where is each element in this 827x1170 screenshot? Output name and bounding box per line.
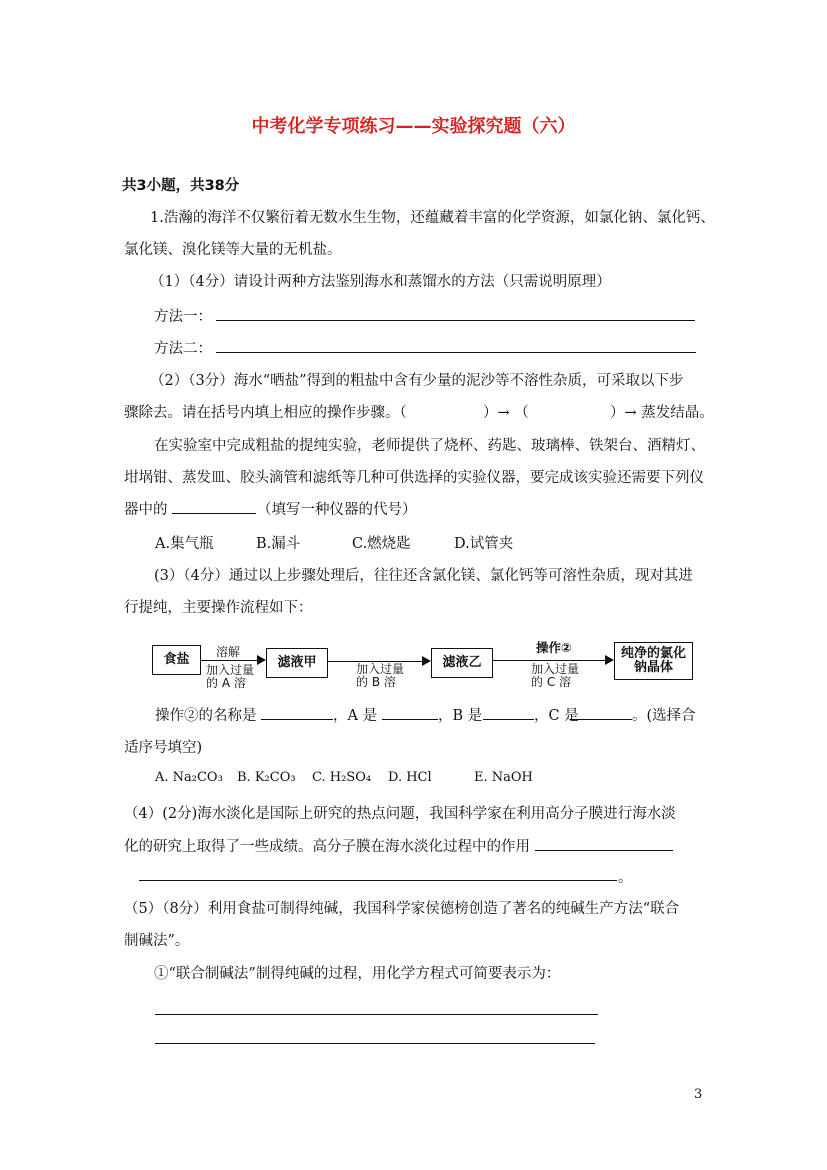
flow-label-c-2: 的 C 溶 — [531, 675, 572, 689]
membrane-answer-line-1[interactable] — [535, 850, 673, 851]
option-b: B.漏斗 — [256, 536, 301, 552]
reagent-e: E. NaOH — [474, 770, 533, 785]
q1-part2-line2a: 骤除去。请在括号内填上相应的操作步骤。（ — [124, 405, 407, 421]
q1-part3-fill-d: ，C 是 — [534, 708, 579, 724]
option-c: C.燃烧匙 — [352, 536, 411, 552]
flow-arrow-1 — [200, 660, 257, 661]
q1-part2-line2b: ）→ （ — [483, 405, 529, 421]
q1-part3-fill-a: 操作②的名称是 — [155, 708, 257, 724]
q1-part4-line1: （4）(2分)海水淡化是国际上研究的热点问题，我国科学家在利用高分子膜进行海水淡 — [124, 806, 676, 822]
q1-part3-fill-e: 。(选择合 — [632, 708, 696, 724]
option-a: A.集气瓶 — [155, 536, 214, 552]
c-answer-line[interactable] — [570, 719, 632, 720]
instrument-answer-line[interactable] — [172, 513, 256, 514]
a-answer-line[interactable] — [382, 719, 438, 720]
q1-part3-fill-b: ，A 是 — [333, 708, 378, 724]
q1-part5-line3: ①“联合制碱法”制得纯碱的过程，用化学方程式可简要表示为： — [154, 966, 561, 982]
flow-box-filtrate-a: 滤液甲 — [266, 648, 328, 678]
flow-label-c-1: 加入过量 — [531, 662, 580, 676]
q1-part2-line2c: ）→ 蒸发结晶。 — [610, 405, 714, 421]
q1-part5-line2: 制碱法”。 — [124, 933, 190, 949]
reagent-c: C. H₂SO₄ — [312, 770, 372, 785]
reagent-b: B. K₂CO₃ — [237, 770, 296, 785]
equation-answer-line-2[interactable] — [155, 1043, 595, 1044]
membrane-answer-line-2[interactable] — [139, 880, 617, 881]
page-title: 中考化学专项练习——实验探究题（六） — [251, 116, 576, 137]
flow-label-a-1: 加入过量 — [206, 663, 255, 677]
flow-label-b-2: 的 B 溶 — [356, 675, 396, 689]
q1-part3-fill-c: ，B 是 — [438, 708, 483, 724]
method1-answer-line[interactable] — [216, 320, 695, 321]
method1-label: 方法一： — [154, 309, 212, 325]
op2-answer-line[interactable] — [261, 719, 333, 720]
q1-part2-line5b: （填写一种仪器的代号） — [257, 502, 417, 518]
q1-part3-line1: (3）（4分）通过以上步骤处理后，往往还含氯化镁、氯化钙等可溶性杂质，现对其进 — [154, 568, 693, 584]
reagent-a: A. Na₂CO₃ — [155, 770, 223, 785]
q1-part4-line2: 化的研究上取得了一些成绩。高分子膜在海水淡化过程中的作用 — [124, 839, 530, 855]
flow-arrowhead-3 — [605, 655, 614, 665]
flow-label-b-1: 加入过量 — [356, 662, 405, 676]
q1-part3-line2: 行提纯，主要操作流程如下： — [124, 600, 313, 616]
summary: 共3小题，共38分 — [122, 178, 240, 194]
flow-arrowhead-1 — [257, 655, 266, 665]
flow-label-dissolve: 溶解 — [216, 645, 241, 659]
method2-label: 方法二： — [154, 341, 212, 357]
flow-label-a-2: 的 A 溶 — [206, 676, 246, 690]
b-answer-line[interactable] — [483, 719, 534, 720]
q1-part1: （1）（4分）请设计两种方法鉴别海水和蒸馏水的方法（只需说明原理） — [150, 274, 611, 290]
q1-part4-end: 。 — [618, 870, 633, 886]
q1-part2-line4: 坩埚钳、蒸发皿、胶头滴管和滤纸等几种可供选择的实验仪器，要完成该实验还需要下列仪 — [124, 470, 704, 486]
q1-part2-line3: 在实验室中完成粗盐的提纯实验，老师提供了烧杯、药匙、玻璃棒、铁架台、酒精灯、 — [154, 438, 705, 454]
page-number: 3 — [694, 1087, 703, 1102]
flow-box-filtrate-b: 滤液乙 — [431, 648, 493, 678]
q1-intro-line1: 1.浩瀚的海洋不仅繁衍着无数水生生物，还蕴藏着丰富的化学资源，如氯化钠、氯化钙、 — [150, 210, 715, 226]
flow-box-pure-nacl: 纯净的氯化钠晶体 — [614, 642, 693, 680]
flow-box-salt: 食盐 — [152, 645, 201, 675]
q1-part3-fill-line2: 适序号填空) — [124, 740, 203, 756]
flow-arrowhead-2 — [422, 656, 431, 666]
equation-answer-line-1[interactable] — [155, 1014, 598, 1015]
q1-intro-line2: 氯化镁、溴化镁等大量的无机盐。 — [124, 242, 342, 258]
reagent-d: D. HCl — [388, 770, 432, 785]
option-d: D.试管夹 — [454, 536, 514, 552]
q1-part5-line1: （5）（8分）利用食盐可制得纯碱，我国科学家侯德榜创造了著名的纯碱生产方法“联合 — [124, 901, 680, 917]
q1-part2-line1: （2）（3分）海水“晒盐”得到的粗盐中含有少量的泥沙等不溶性杂质，可采取以下步 — [150, 373, 684, 389]
flow-label-op2: 操作② — [536, 640, 572, 655]
flow-arrow-3 — [492, 660, 605, 661]
method2-answer-line[interactable] — [216, 352, 696, 353]
q1-part2-line5a: 器中的 — [124, 502, 168, 518]
